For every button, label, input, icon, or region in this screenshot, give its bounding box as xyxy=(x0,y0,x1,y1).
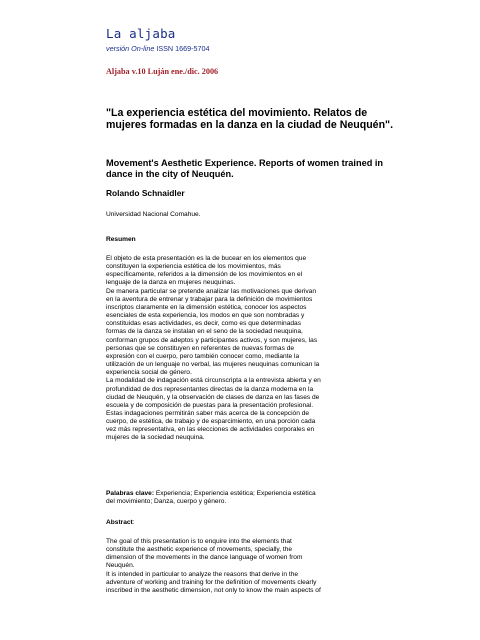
resumen-line: constituidas esas actividades, es decir, como es que determinadas xyxy=(106,320,301,328)
abstract-line: It is intended in particular to analyze the reasons that derive in the xyxy=(106,570,299,578)
abstract-line: constitute the aesthetic experience of movements, specially, the xyxy=(106,546,293,554)
resumen-line: personas que se constituyen en referentes de nuevas formas de xyxy=(106,344,295,352)
issn-text: ISSN 1669-5704 xyxy=(154,44,210,53)
resumen-line: específicamente, referidos a la dimensión de los movimientos en el xyxy=(106,271,303,279)
resumen-line: inscriptos claramente en la dimensión estética, conocer los aspectos xyxy=(106,303,307,311)
version-online: On-line xyxy=(131,44,155,53)
resumen-line: La modalidad de indagación está circunscripta a la entrevista abierta y en xyxy=(106,377,321,385)
version-prefix: versión xyxy=(106,44,132,53)
abstract-line: The goal of this presentation is to enquire into the elements that xyxy=(106,538,292,545)
resumen-line: cuerpo, de estética, de trabajo y de esparcimiento, en una porción cada xyxy=(106,418,316,426)
abstract-line: Neuquén. xyxy=(106,562,135,570)
resumen-line: expresión con el cuerpo, pero también conocer como, mediante la xyxy=(106,352,300,360)
keywords-list: Experiencia; Experiencia estética; Experiencia estética xyxy=(154,490,316,497)
article-title-spanish: "La experiencia estética del movimiento. Relatos de mujeres formadas en la danza en la ciudad de Neuquén". xyxy=(106,107,394,132)
issue-line: Aljaba v.10 Luján ene./dic. 2006 xyxy=(106,67,219,76)
journal-title: La aljaba xyxy=(106,26,176,41)
resumen-line: El objeto de esta presentación es la de bucear en los elementos que xyxy=(106,255,307,262)
keywords-line: del movimiento; Danza, cuerpo y género. xyxy=(106,498,227,506)
resumen-line: formas de la danza se instalan en el seno de la sociedad neuquina, xyxy=(106,328,303,336)
article-title-english: Movement's Aesthetic Experience. Reports of women trained in dance in the city of Neuquén. xyxy=(106,158,384,179)
resumen-line: utilización de un lenguaje no verbal, las mujeres neuquinas comunican la xyxy=(106,361,320,369)
resumen-line: escuela y de composición de puestas para la presentación profesional. xyxy=(106,401,314,409)
resumen-line: constituyen la experiencia estética de los movimientos, más xyxy=(106,263,281,271)
abstract-heading xyxy=(106,519,135,526)
resumen-line: vez más representativa, en las elecciones de actividades corporales en xyxy=(106,426,315,434)
resumen-line: lenguaje de la danza en mujeres neuquinas. xyxy=(106,279,236,287)
resumen-line: Estas indagaciones permitirán saber más acerca de la concepción de xyxy=(106,409,310,417)
resumen-line: ciudad de Neuquén, y la observación de clases de danza en las fases de xyxy=(106,393,320,401)
version-line xyxy=(106,44,210,53)
abstract-line: inscribed in the aesthetic dimension, not only to know the main aspects of xyxy=(106,586,321,594)
keywords-block xyxy=(106,490,406,506)
resumen-line: De manera particular se pretende analizar las motivaciones que derivan xyxy=(106,287,317,295)
keywords-line xyxy=(106,490,406,498)
resumen-line: esenciales de esta experiencia, los modos en que son nombradas y xyxy=(106,312,305,320)
resumen-line: experiencia social de género. xyxy=(106,369,192,377)
resumen-line: profundidad de dos representantes directas de la danza moderna en la xyxy=(106,385,314,393)
abstract-line: dimension of the movements in the dance language of women from xyxy=(106,554,303,562)
resumen-line: conforman grupos de adeptos y participantes activos, y son mujeres, las xyxy=(106,336,318,344)
keywords-label: Palabras clave: xyxy=(106,490,155,497)
resumen-line: mujeres de la sociedad neuquina. xyxy=(106,434,205,442)
author-affiliation: Universidad Nacional Comahue. xyxy=(106,211,201,218)
abstract-heading-text: Abstract xyxy=(106,519,133,526)
abstract-line: adventure of working and training for the definition of movements clearly xyxy=(106,578,317,586)
abstract-body xyxy=(106,538,406,595)
resumen-line: en la aventura de entrenar y trabajar para la definición de movimientos xyxy=(106,295,313,303)
abstract-heading-colon: : xyxy=(132,519,135,526)
resumen-body xyxy=(106,255,406,443)
resumen-heading: Resumen xyxy=(106,236,136,243)
author-name: Rolando Schnaidler xyxy=(106,188,185,198)
